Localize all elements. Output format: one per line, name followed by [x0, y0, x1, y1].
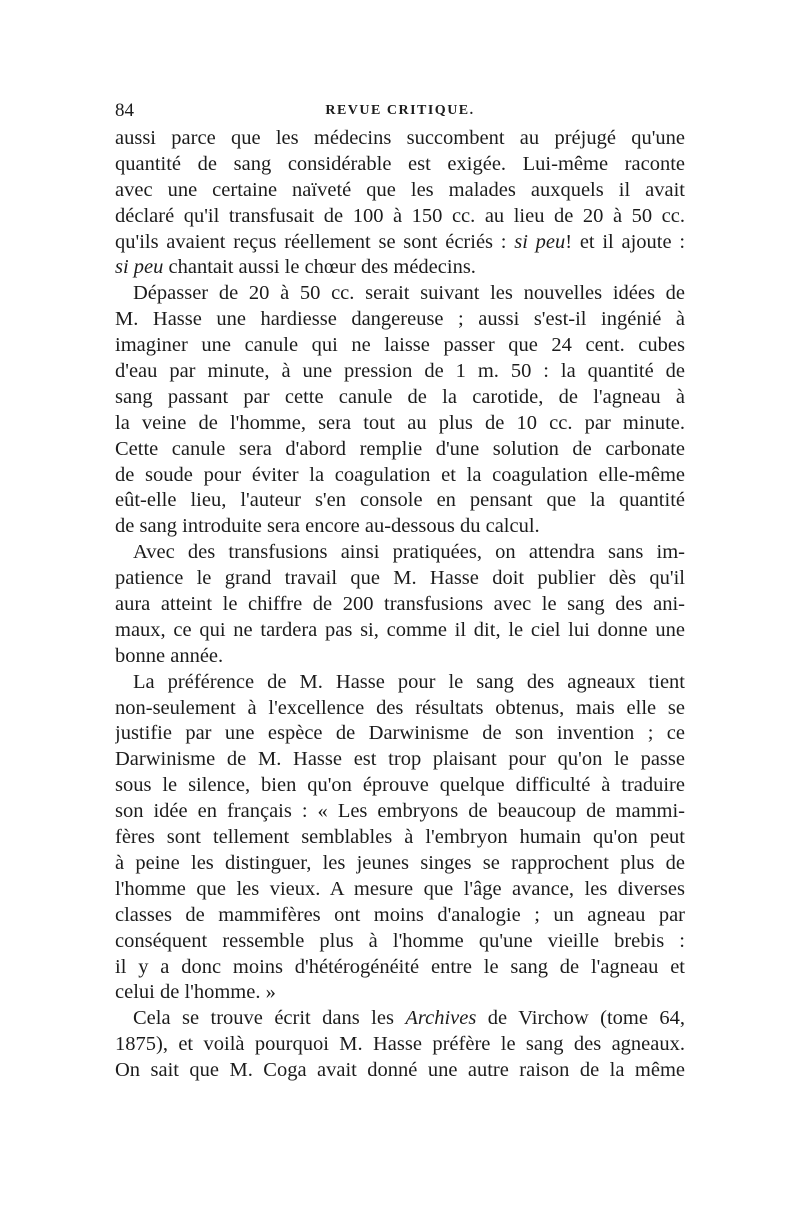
text-line: Darwinisme de M. Hasse est trop plaisant pour qu'on le passe [115, 748, 685, 771]
text-line: la veine de l'homme, sera tout au plus de 10 cc. par minute. [115, 411, 685, 434]
text-line: bonne année. [115, 644, 224, 667]
text-line: aura atteint le chiffre de 200 transfusions avec le sang des ani- [115, 593, 685, 616]
text-line: son idée en français : « Les embryons de beaucoup de mammi- [115, 800, 685, 823]
paragraph-2 [115, 281, 685, 540]
text-line: fères sont tellement semblables à l'embryon humain qu'on peut [115, 826, 685, 849]
paragraph-5 [115, 1006, 685, 1084]
running-title: REVUE CRITIQUE. [325, 103, 475, 118]
italic-phrase: si peu [115, 256, 164, 279]
text-line [115, 1006, 685, 1032]
text-segment: Cela se trouve écrit dans les [133, 1007, 394, 1030]
text-line: Avec des transfusions ainsi pratiquées, on attendra sans im- [133, 541, 685, 564]
text-line: On sait que M. Coga avait donné une autre raison de la même [115, 1059, 685, 1082]
text-line: M. Hasse une hardiesse dangereuse ; aussi s'est-il ingénié à [115, 308, 685, 331]
text-line: non-seulement à l'excellence des résultats obtenus, mais elle se [115, 696, 685, 719]
page-number: 84 [115, 100, 134, 121]
text-line: aussi parce que les médecins succombent au préjugé qu'une [115, 127, 685, 149]
body-text [115, 126, 685, 1084]
text-line: sous le silence, bien qu'on éprouve quelque difficulté à traduire [115, 774, 685, 797]
text-line: Cette canule sera d'abord remplie d'une solution de carbonate [115, 437, 685, 460]
text-line: sang passant par cette canule de la carotide, de l'agneau à [115, 385, 685, 408]
text-line: celui de l'homme. » [115, 981, 276, 1004]
text-line: eût-elle lieu, l'auteur s'en console en pensant que la quantité [115, 489, 685, 512]
text-segment: qu'ils avaient reçus réellement se sont écriés : [115, 230, 507, 253]
text-segment: de Virchow (tome 64, [487, 1007, 685, 1030]
text-line: à peine les distinguer, les jeunes singes se rapprochent plus de [115, 851, 685, 874]
text-line: 1875), et voilà pourquoi M. Hasse préfère le sang des agneaux. [115, 1033, 685, 1056]
text-segment: ! et il ajoute : [565, 230, 685, 253]
text-line: maux, ce qui ne tardera pas si, comme il dit, le ciel lui donne une [115, 618, 685, 641]
text-line: déclaré qu'il transfusait de 100 à 150 cc. au lieu de 20 à 50 cc. [115, 204, 685, 227]
text-line: l'homme que les vieux. A mesure que l'âge avance, les diverses [115, 877, 685, 900]
text-segment: chantait aussi le chœur des médecins. [168, 256, 476, 279]
paragraph-1 [115, 126, 685, 281]
paragraph-3 [115, 540, 685, 669]
italic-phrase: si peu [514, 230, 566, 253]
text-line: imaginer une canule qui ne laisse passer que 24 cent. cubes [115, 334, 685, 357]
text-line: classes de mammifères ont moins d'analogie ; un agneau par [115, 903, 685, 926]
text-line: de soude pour éviter la coagulation et la coagulation elle-même [115, 463, 685, 486]
text-line: quantité de sang considérable est exigée. Lui-même raconte [115, 152, 685, 175]
page-header [115, 100, 685, 124]
text-line [115, 255, 685, 281]
text-line: Dépasser de 20 à 50 cc. serait suivant les nouvelles idées de [133, 282, 685, 305]
text-line: conséquent ressemble plus à l'homme qu'une vieille brebis : [115, 929, 685, 952]
paragraph-4 [115, 670, 685, 1007]
text-line: patience le grand travail que M. Hasse doit publier dès qu'il [115, 567, 685, 590]
text-line: avec une certaine naïveté que les malades auxquels il avait [115, 178, 685, 201]
text-line: de sang introduite sera encore au-dessous du calcul. [115, 515, 540, 538]
text-line: d'eau par minute, à une pression de 1 m. 50 : la quantité de [115, 360, 685, 383]
text-line: justifie par une espèce de Darwinisme de son invention ; ce [115, 722, 685, 745]
text-line: il y a donc moins d'hétérogénéité entre le sang de l'agneau et [115, 955, 685, 978]
text-line [115, 230, 685, 256]
text-line: La préférence de M. Hasse pour le sang des agneaux tient [133, 670, 685, 693]
italic-title: Archives [405, 1007, 477, 1030]
